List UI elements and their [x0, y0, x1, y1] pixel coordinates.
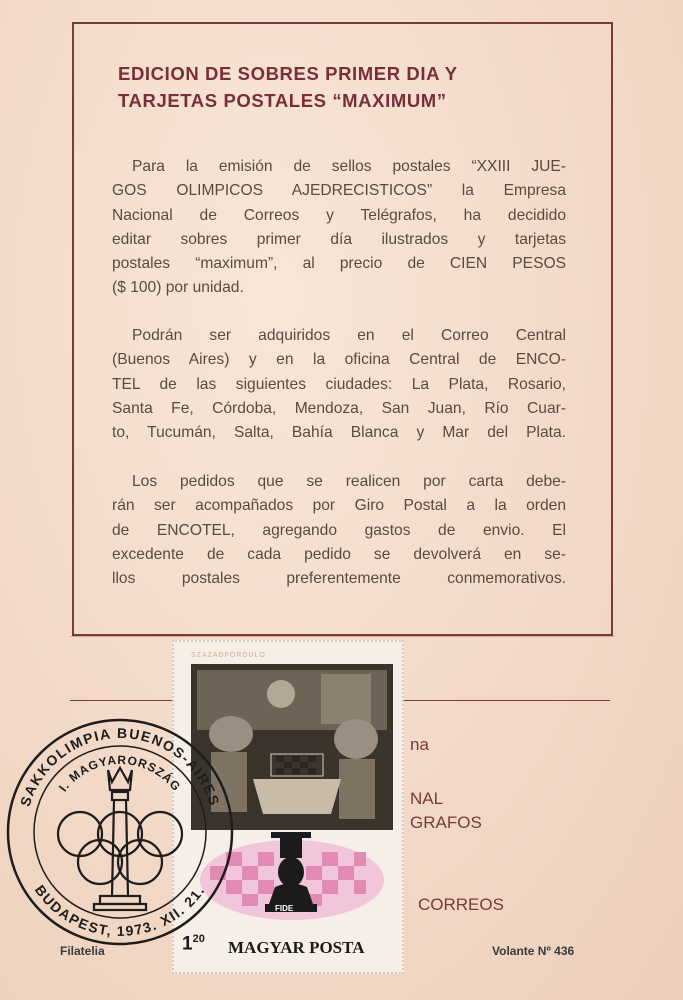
- divider: [70, 636, 615, 637]
- paragraph-line: rán ser acompañados por Giro Postal a la orden: [112, 497, 566, 515]
- footer-right: Volante Nº 436: [492, 944, 575, 958]
- paragraph-line: TEL de las siguientes ciudades: La Plata, Rosario,: [112, 375, 566, 393]
- partial-text: GRAFOS: [410, 813, 482, 832]
- paragraph-line: editar sobres primer día ilustrados y tarjetas: [112, 230, 566, 248]
- paragraph-line: (Buenos Aires) y en la oficina Central de ENCO-: [112, 351, 566, 369]
- stamp-country: MAGYAR POSTA: [228, 938, 365, 957]
- postmark-bottom-text: BUDAPEST, 1973. XII. 21.: [31, 881, 209, 940]
- paragraph-line: excedente de cada pedido se devolverá en se-: [112, 545, 566, 563]
- paragraph-orders: [112, 470, 566, 591]
- paragraph-line: Nacional de Correos y Telégrafos, ha decidido: [112, 206, 566, 224]
- olympic-rings-icon: [58, 812, 182, 884]
- paragraph-line: llos postales preferentemente conmemorativos.: [112, 570, 566, 588]
- heading-line-2: TARJETAS POSTALES “MAXIMUM”: [118, 90, 447, 111]
- paragraph-line: Para la emisión de sellos postales “XXIII JUE-: [132, 158, 566, 175]
- paragraph-purchase: [112, 324, 566, 445]
- paragraph-line: Santa Fe, Córdoba, Mendoza, San Juan, Río Cuar-: [112, 399, 566, 417]
- partial-text: NAL: [410, 789, 444, 808]
- paragraph-line: ($ 100) por unidad.: [112, 279, 244, 297]
- paragraph-emission: [112, 155, 566, 301]
- partial-text: CORREOS: [418, 895, 504, 914]
- fide-label: FIDE: [275, 904, 294, 913]
- cancellation-postmark: [4, 716, 236, 948]
- partial-text: na: [410, 735, 429, 754]
- postmark-top-text: SAKKOLIMPIA BUENOS-AIRES: [16, 724, 224, 809]
- paragraph-line: postales “maximum”, al precio de CIEN PESOS: [112, 255, 566, 273]
- heading-line-1: EDICION DE SOBRES PRIMER DIA Y: [118, 63, 458, 84]
- paragraph-line: GOS OLIMPICOS AJEDRECISTICOS” la Empresa: [112, 182, 566, 200]
- paragraph-line: to, Tucumán, Salta, Bahía Blanca y Mar del Plata.: [112, 424, 566, 442]
- paragraph-line: de ENCOTEL, agregando gastos de envio. El: [112, 521, 566, 539]
- stamp-scene-caption: SZÁZADFORDULÓ: [191, 652, 266, 659]
- footer-left: Filatelia: [60, 944, 105, 958]
- stamp-value: $1^{20}$: [182, 933, 205, 955]
- postmark-inner-text: I. MAGYARORSZÁG: [56, 752, 184, 795]
- paragraph-line: Podrán ser adquiridos en el Correo Central: [132, 327, 566, 344]
- announcement-heading: [118, 60, 598, 114]
- paragraph-line: Los pedidos que se realicen por carta debe-: [132, 473, 566, 490]
